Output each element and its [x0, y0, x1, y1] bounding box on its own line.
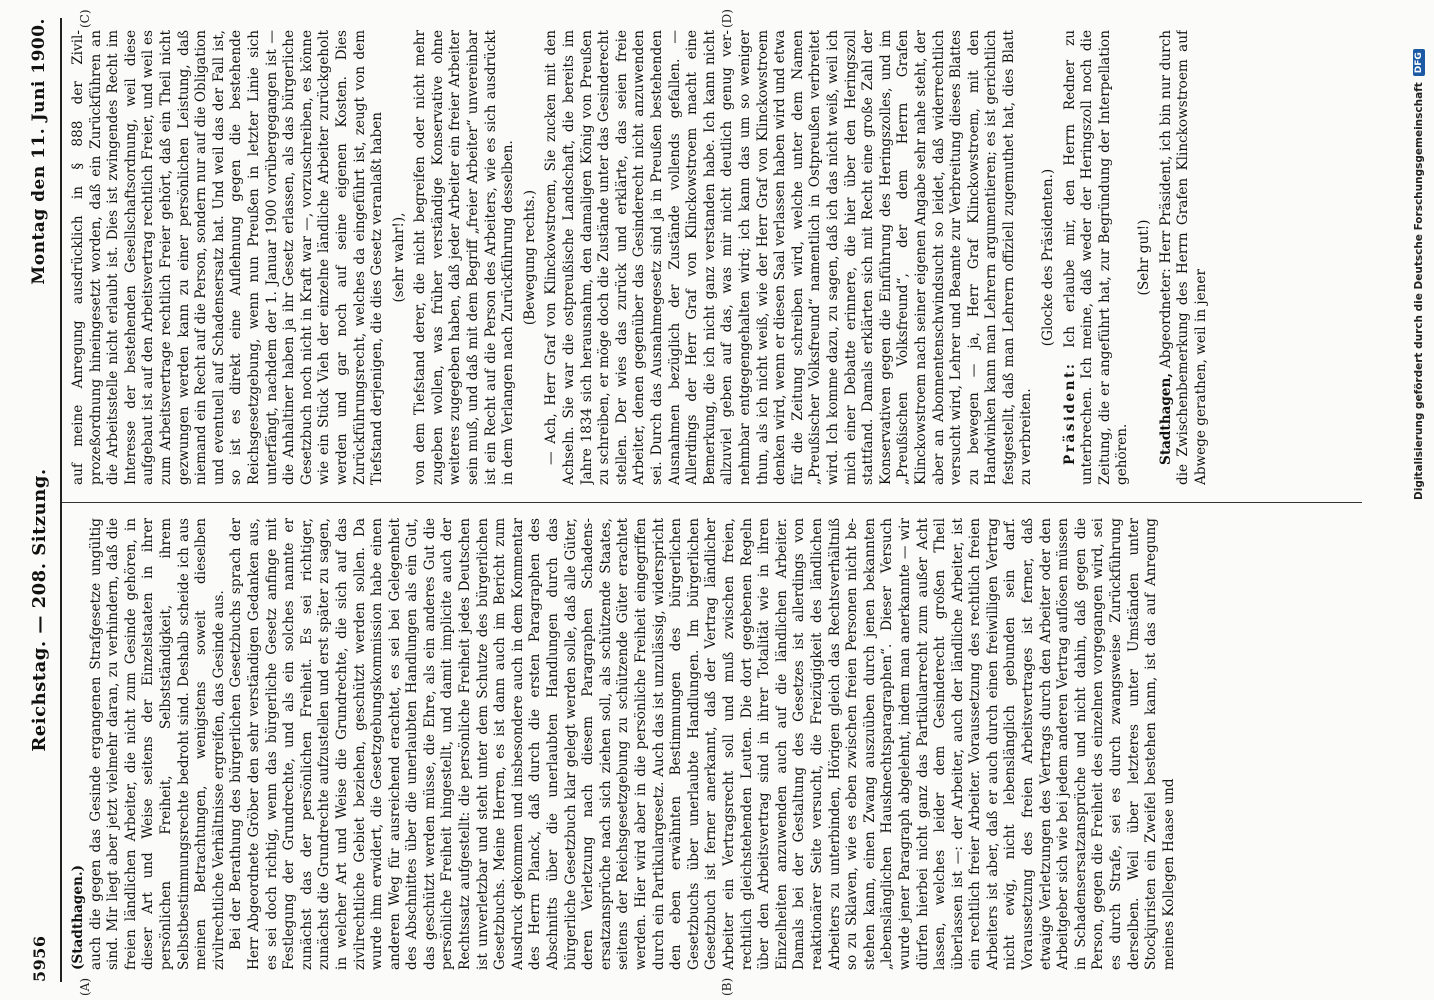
- speaker-label: Stadthagen,: [1157, 372, 1174, 465]
- session-title: Reichstag. — 208. Sitzung.: [28, 468, 50, 752]
- president-remark: [1062, 30, 1132, 485]
- margin-marker-b: (B): [720, 977, 734, 996]
- interjection-glocke: (Glocke des Präsidenten.): [1040, 168, 1057, 347]
- credit-text: Digitalisierung gefördert durch die Deutsche Forschungsgemeinschaft: [1413, 82, 1425, 500]
- left-column: [70, 518, 1362, 970]
- header-rule: [60, 18, 62, 982]
- speaker-continued: (Stadthagen.): [70, 864, 86, 970]
- right-paragraph-2: von dem Tiefstand derer, die nicht begreifen oder nicht mehr zugeben wollen, was früher verständige Konservative ohne weiteres zugegeben haben, daß jeder Arbeiter ein freier Arbeiter sein muß, und daß mit dem Begriff „freier Arbeiter“ unvereinbar ist ein Recht auf die Person des Arbeiters, wie es sich ausdrückt in dem Verlangen nach Zurückführung desselben.: [412, 30, 517, 485]
- left-paragraph-1: auch die gegen das Gesinde ergangenen Strafgesetze ungültig sind. Mir liegt aber jetzt vielmehr daran, zu verhindern, daß die freien ländlichen Arbeiter, die nicht zum Gesinde gehören, in dieser Art und Weise seitens der Einzelstaaten in ihrer persönlichen Freiheit, Selbstständigkeit, ihrem Selbstbestimmungsrechte bedroht sind. Deshalb scheide ich aus meinen Betrachtungen, wenigstens soweit dieselben zivilrechtliche Verhältnisse ergreifen, das Gesinde aus.: [87, 518, 227, 970]
- dfg-logo-icon: DFG: [1413, 49, 1425, 76]
- left-paragraph-2: Bei der Berathung des bürgerlichen Gesetzbuchs sprach der Herr Abgeordnete Gröber den sehr verständigen Gedanken aus, es sei doch richtig, wenn das bürgerliche Gesetz anfinge mit Festlegung der Grundrechte, und als ein solches nannte er zunächst das der persönlichen Freiheit. Es sei richtiger, zunächst die Grundrechte aufzustellen und erst später zu sagen, in welcher Art und Weise die Grundrechte, die sich auf das zivilrechtliche Gebiet beziehen, geschützt werden sollen. Da wurde ihm erwidert, die Gesetzgebungskommission habe einen anderen Weg für ausreichend erachtet, es sei bei Gelegenheit des Abschnittes über die unerlaubten Handlungen als ein Gut, das geschützt werden müsse, die Ehre, als ein anderes Gut die persönliche Freiheit hingestellt, und damit implicite auch der Rechtssatz aufgestellt: die persönliche Freiheit jedes Deutschen ist unverletzbar und steht unter dem Schutze des bürgerlichen Gesetzbuchs. Meine Herren, es ist dann auch im Bericht zum Ausdruck gekommen und insbesondere auch in dem Kommentar des Herrn Planck, daß durch die ersten Paragraphen des Abschnitts über die unerlaubten Handlungen durch das bürgerliche Gesetzbuch klar gelegt werden solle, daß alle Güter, deren Verletzung nach diesem Paragraphen Schadensersatzansprüche nach sich ziehen soll, als schützende Staates, seitens der Reichsgesetzgebung zu schützende Güter erachtet werden. Hier wird aber in die persönliche Freiheit eingegriffen durch ein Partikulargesetz. Auch das ist unzulässig, widerspricht den eben erwähnten Bestimmungen des bürgerlichen Gesetzbuchs über unerlaubte Handlungen. Im bürgerlichen Gesetzbuch ist ferner anerkannt, daß der Vertrag ländlicher Arbeiter ein Vertragsrecht soll und muß zwischen freien, rechtlich gleichstehenden Leuten. Die dort gegebenen Regeln über den Arbeitsvertrag sind in ihrer Totalität wie in ihren Einzelheiten anzuwenden auch auf die ländlichen Arbeiter. Damals bei der Gestaltung des Gesetzes ist allerdings von reaktionärer Seite versucht, die Freizügigkeit des ländlichen Arbeiters zu unterbinden, Hörigen gleich das Rechtsverhältniß so zu Sklaven, wie es eben zwischen freien Personen nicht bestehen kann, einen Zwang auszuüben durch jenen bekannten „lebenslänglichen Hausknechtsparagraphen“. Dieser Versuch wurde jener Paragraph abgelehnt, indem man anerkannte — wir dürfen hierbei nicht ganz das Partikularrecht zum außer Acht lassen, welches leider dem Gesinderecht großen Theil überlassen ist —: der Arbeiter, auch der ländliche Arbeiter, ist ein rechtlich freier Arbeiter. Voraussetzung des rechtlich freien Arbeiters ist aber, daß er auch durch einen freiwilligen Vertrag nicht ewig, nicht lebenslänglich gebunden sein darf. Voraussetzung des freien Arbeitsvertrages ist ferner, daß etwaige Verletzungen des Vertrags durch den Arbeiter oder den Arbeitgeber sich wie bei jedem anderen Vertrag auflösen müssen in Schadensersatzansprüche und nicht dahin, daß gegen die Person, gegen die Freiheit des einzelnen vorgegangen wird, sei es durch Strafe, sei es durch zwangsweise Zurückführung derselben. Weil über letzteres unter Umständen unter Stockjuristen ein Zweifel bestehen kann, ist das auf Anregung meines Kollegen Haase und: [228, 518, 1177, 970]
- speaker-remark: [1158, 30, 1211, 485]
- column-divider: [62, 502, 1362, 503]
- page-header: [22, 18, 56, 982]
- interjection-sehr-gut: (Sehr gut!): [1136, 219, 1153, 296]
- president-text: Ich erlaube mir, den Herrn Redner zu unterbrechen. Ich meine, daß weder der Heringszoll noch die Zeitung, die er angeführt hat, zur Begründung der Interpellation gehören.: [1061, 30, 1131, 485]
- right-column: [70, 30, 1362, 485]
- margin-marker-d: (D): [720, 9, 734, 28]
- right-paragraph-1: auf meine Anregung ausdrücklich in § 888 der Zivilprozeßordnung hineingesetzt worden, daß ein Zurückführen an die Arbeitsstelle nicht erlaubt ist. Dies ist zwingendes Recht im Interesse der bestehenden Gesellschaftsordnung, weil diese aufgebaut ist auf den Arbeitsvertrag rechtlich Freier, und weil es zum Arbeitsvertrage rechtlich Freier gehört, daß ein Theil nicht gezwungen werden kann zu einer persönlichen Leistung, daß niemand ein Recht auf die Person, sondern nur auf die Obligation und eventuell auf Schadensersatz hat. Und weil das der Fall ist, so ist es direkt eine Auflehnung gegen die bestehende Reichsgesetzgebung, wenn nun Preußen in letzter Linie sich unterfängt, nachdem der 1. Januar 1900 vorübergegangen ist — die Anhaltiner haben ja ihr Gesetz erlassen, als das bürgerliche Gesetzbuch noch nicht in Kraft war —, vorzuschreiben, es könne wie ein Stück Vieh der einzelne ländliche Arbeiter zurückgeholt werden und gar noch auf seine eigenen Kosten. Dies Zurückführungsrecht, welches da eingeführt ist, zeugt von dem Tiefstand derjenigen, die dies Gesetz veranlaßt haben: [70, 30, 386, 485]
- page-date: Montag den 11. Juni 1900.: [29, 18, 49, 285]
- interjection-sehr-wahr: (sehr wahr!),: [390, 212, 407, 303]
- president-label: Präsident:: [1061, 361, 1078, 465]
- margin-marker-a: (A): [78, 977, 92, 996]
- speaker-text: Abgeordneter: Herr Präsident, ich bin nur durch die Zwischenbemerkung des Herrn Grafen Klinckowstroem auf Abwege gerathen, weil in jener: [1157, 30, 1209, 485]
- page-number: 5956: [29, 935, 49, 982]
- interjection-bewegung: (Bewegung rechts.): [521, 189, 538, 326]
- right-paragraph-3: — Ach, Herr Graf von Klinckowstroem, Sie zucken mit den Achseln. Sie war die ostpreußische Landschaft, die bereits im Jahre 1834 sich herausnahm, den damaligen König von Preußen zu schreiben, er möge doch die Zustände unter das Gesinderecht stellen. Der wies das zurück und erklärte, das seien freie Arbeiter, denen gegenüber das Gesinderecht nicht anzuwenden sei. Durch das Ausnahmegesetz sind ja in Preußen bestehenden Ausnahmen bezüglich der Zustände vollends gefallen. — Allerdings der Herr Graf von Klinckowstroem macht eine Bemerkung, die ich nicht ganz verstanden habe. Ich kann nicht allzuviel geben auf das, was mir nicht deutlich genug vernehmbar entgegengehalten wird; ich kann das um so weniger thun, als ich nicht weiß, wie der Herr Graf von Klinckowstroem denken wird, wenn er diesen Saal verlassen haben wird und etwa für die Zeitung schreiben wird, welche unter dem Namen „Preußischer Volksfreund“ namentlich in Ostpreußen verbreitet wird. Ich komme dazu, zu sagen, daß ich das nicht weiß, weil ich mich einer Debatte erinnere, die hier über den Heringszoll stattfand. Damals erklärten sich mit Recht eine große Zahl der Konservativen gegen die Einführung des Heringszolles, und im „Preußischen Volksfreund“, der dem Herrn Grafen Klinckowstroem nach seiner eigenen Angabe sehr nahe steht, der aber an Abonnentenschwindsucht so leidet, daß widerrechtlich versucht wird, Lehrer und Beamte zur Verbreitung dieses Blattes zu bewegen — ja, Herr Graf Klinckowstroem, mit den Handwinken kann man Lehrern argumentieren; es ist gerichtlich festgestellt, daß man Lehrern offiziell zugemuthet hat, dies Blatt zu verbreiten.: [543, 30, 1035, 485]
- digitization-credit: [1408, 20, 1430, 500]
- margin-marker-c: (C): [78, 9, 92, 28]
